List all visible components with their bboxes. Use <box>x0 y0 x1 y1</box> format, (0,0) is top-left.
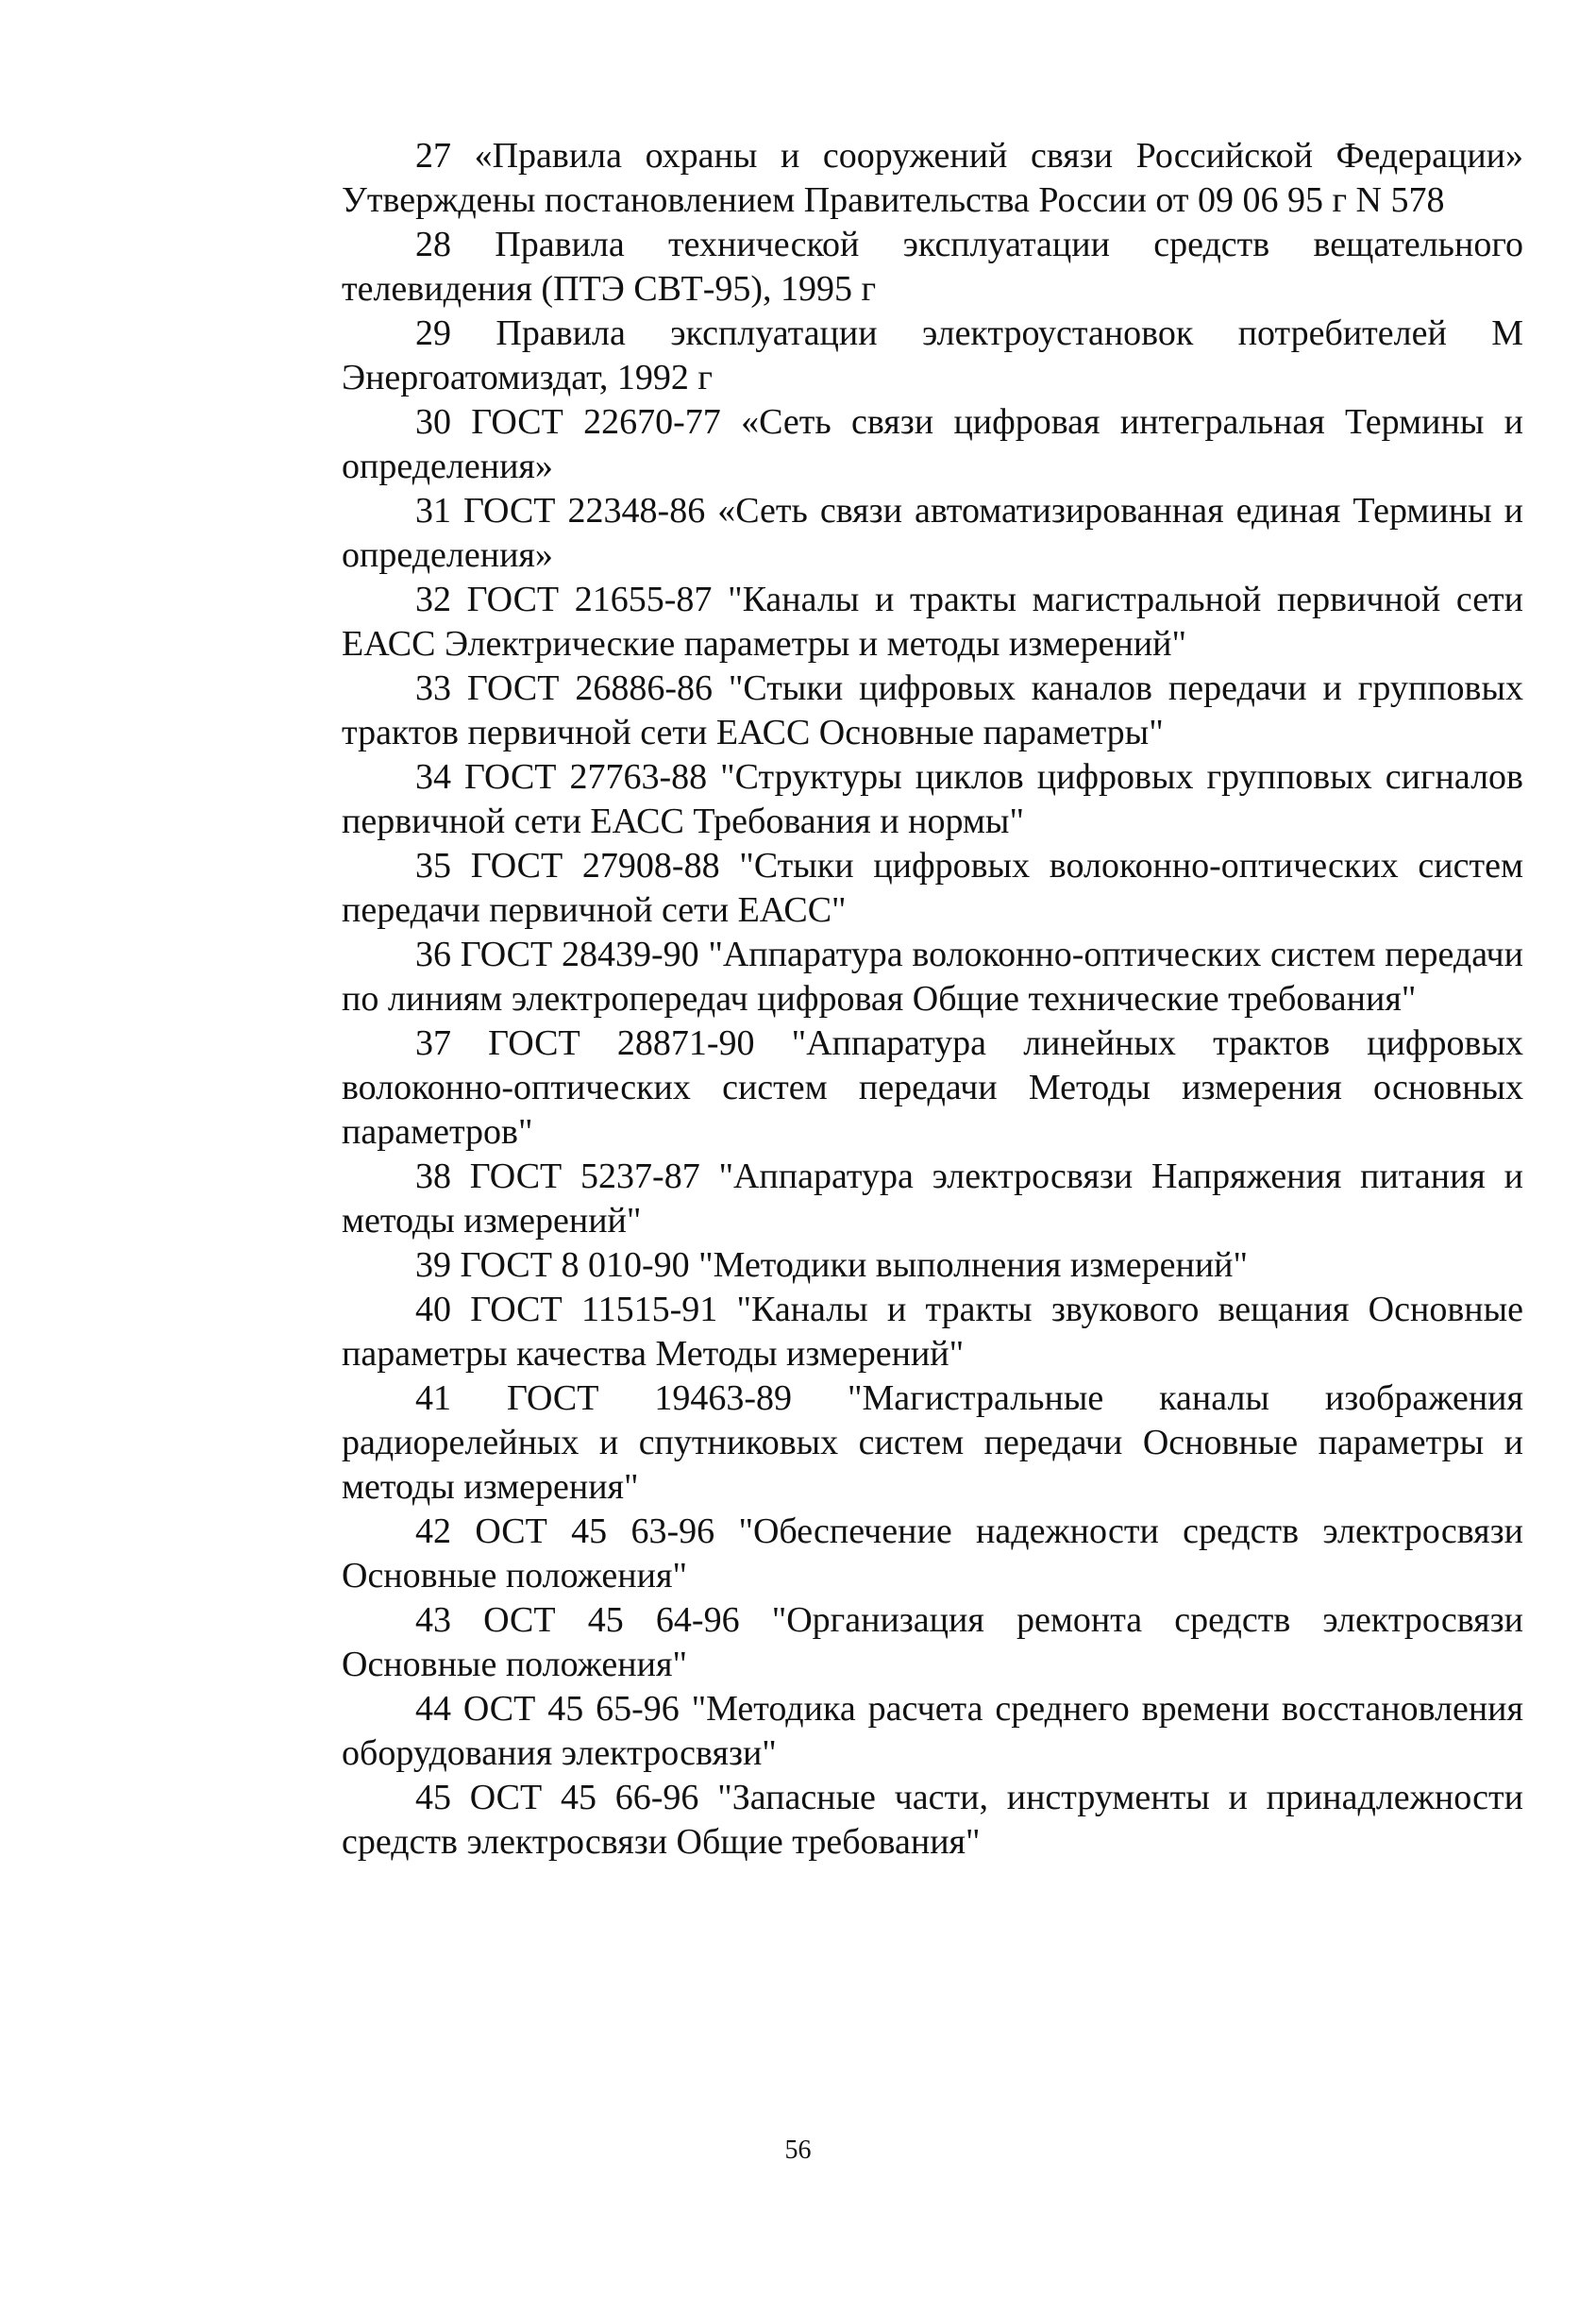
reference-item-30: 30 ГОСТ 22670-77 «Сеть связи цифровая интегральная Термины и определения» <box>342 402 1523 486</box>
reference-item-29: 29 Правила эксплуатации электроустановок потребителей М Энергоатомиздат, 1992 г <box>342 313 1523 397</box>
reference-item-43: 43 ОСТ 45 64-96 "Организация ремонта средств электросвязи Основные положения" <box>342 1600 1523 1684</box>
reference-item-40: 40 ГОСТ 11515-91 "Каналы и тракты звукового вещания Основные параметры качества Методы измерений" <box>342 1290 1523 1374</box>
reference-item-42: 42 ОСТ 45 63-96 "Обеспечение надежности средств электросвязи Основные положения" <box>342 1511 1523 1595</box>
reference-item-36: 36 ГОСТ 28439-90 "Аппаратура волоконно-оптических систем передачи по линиям электропередач цифровая Общие технические требования" <box>342 935 1523 1019</box>
reference-item-27: 27 «Правила охраны и сооружений связи Российской Федерации» Утверждены постановлением Правительства России от 09 06 95 г N 578 <box>342 136 1523 220</box>
reference-item-44: 44 ОСТ 45 65-96 "Методика расчета среднего времени восстановления оборудования электросвязи" <box>342 1689 1523 1773</box>
reference-list <box>342 134 1523 1865</box>
reference-item-35: 35 ГОСТ 27908-88 "Стыки цифровых волоконно-оптических систем передачи первичной сети ЕАСС" <box>342 846 1523 930</box>
reference-item-38: 38 ГОСТ 5237-87 "Аппаратура электросвязи Напряжения питания и методы измерений" <box>342 1156 1523 1241</box>
reference-item-39: 39 ГОСТ 8 010-90 "Методики выполнения измерений" <box>415 1245 1249 1285</box>
page-number: 56 <box>784 2136 812 2165</box>
reference-item-32: 32 ГОСТ 21655-87 "Каналы и тракты магистральной первичной сети ЕАСС Электрические параметры и методы измерений" <box>342 580 1523 664</box>
reference-item-45: 45 ОСТ 45 66-96 "Запасные части, инструменты и принадлежности средств электросвязи Общие требования" <box>342 1778 1523 1862</box>
reference-item-28: 28 Правила технической эксплуатации средств вещательного телевидения (ПТЭ СВТ-95), 1995 г <box>342 225 1523 309</box>
reference-item-33: 33 ГОСТ 26886-86 "Стыки цифровых каналов передачи и групповых трактов первичной сети ЕАСС Основные параметры" <box>342 668 1523 752</box>
reference-item-31: 31 ГОСТ 22348-86 «Сеть связи автоматизированная единая Термины и определения» <box>342 491 1523 575</box>
reference-item-41: 41 ГОСТ 19463-89 "Магистральные каналы изображения радиорелейных и спутниковых систем передачи Основные параметры и методы измерения" <box>342 1378 1523 1507</box>
reference-item-37: 37 ГОСТ 28871-90 "Аппаратура линейных трактов цифровых волоконно-оптических систем передачи Методы измерения основных параметров" <box>342 1023 1523 1152</box>
reference-item-34: 34 ГОСТ 27763-88 "Структуры циклов цифровых групповых сигналов первичной сети ЕАСС Требования и нормы" <box>342 757 1523 841</box>
